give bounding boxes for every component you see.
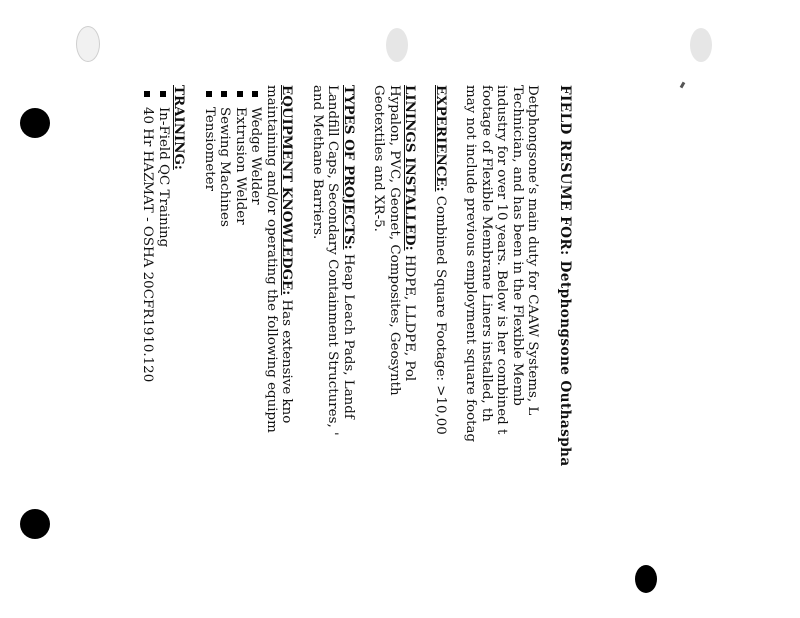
punch-mark (635, 565, 657, 593)
linings-heading: LININGS INSTALLED: (402, 85, 419, 251)
projects-section (310, 85, 357, 618)
intro-line: Technician, and has been in the Flexible Memb (510, 85, 525, 406)
equipment-item: Extrusion Welder (233, 85, 249, 618)
resume-title: FIELD RESUME FOR: Detphongsone Outhaspha (557, 85, 573, 467)
binder-hole (690, 28, 712, 62)
training-item: In-Field QC Training (156, 85, 172, 618)
experience-section (433, 85, 449, 618)
projects-line: and Methane Barriers. (310, 85, 325, 240)
equipment-item: Tensiometer (202, 85, 218, 618)
binder-hole (76, 26, 100, 62)
equipment-line: Has extensive kno (279, 295, 295, 424)
linings-line: Geotextiles and XR-5. (371, 85, 387, 232)
resume-document (140, 85, 573, 618)
training-section (140, 85, 187, 618)
punch-mark (20, 509, 50, 539)
intro-line: Detphongsone’s main duty for CAAW Systems, L (525, 85, 541, 416)
linings-line: HDPE, LLDPE, Pol (402, 250, 418, 382)
equipment-heading: EQUIPMENT KNOWLEDGE: (279, 85, 296, 296)
intro-line: footage of Flexible Membrane Liners installed, th (479, 85, 494, 422)
linings-section (371, 85, 418, 618)
training-heading: TRAINING: (171, 85, 188, 170)
punch-mark (20, 108, 50, 138)
experience-heading: EXPERIENCE: (433, 85, 449, 192)
intro-paragraph (463, 85, 541, 618)
training-item: 40 Hr HAZMAT - OSHA 20CFR1910.120 (140, 85, 156, 618)
equipment-item: Sewing Machines (217, 85, 233, 618)
equipment-list (202, 85, 264, 618)
projects-heading: TYPES OF PROJECTS: (341, 85, 357, 250)
binder-hole (386, 28, 408, 62)
equipment-section (202, 85, 295, 618)
intro-line: may not include previous employment square footag (463, 85, 479, 443)
linings-line: Hypalon, PVC, Geonet, Composites, Geosynth (387, 85, 402, 396)
scan-speck (680, 82, 686, 89)
equipment-item: Wedge Welder (248, 85, 264, 618)
intro-line: industry for over 10 years. Below is her combined t (494, 85, 510, 435)
experience-text: Combined Square Footage: >10,00 (433, 191, 448, 435)
projects-line: Landfill Caps, Secondary Containment Structures, ' (325, 85, 341, 436)
training-list (140, 85, 171, 618)
projects-line: Heap Leach Pads, Landf (341, 249, 356, 419)
equipment-line: maintaining and/or operating the following equipm (264, 85, 279, 433)
